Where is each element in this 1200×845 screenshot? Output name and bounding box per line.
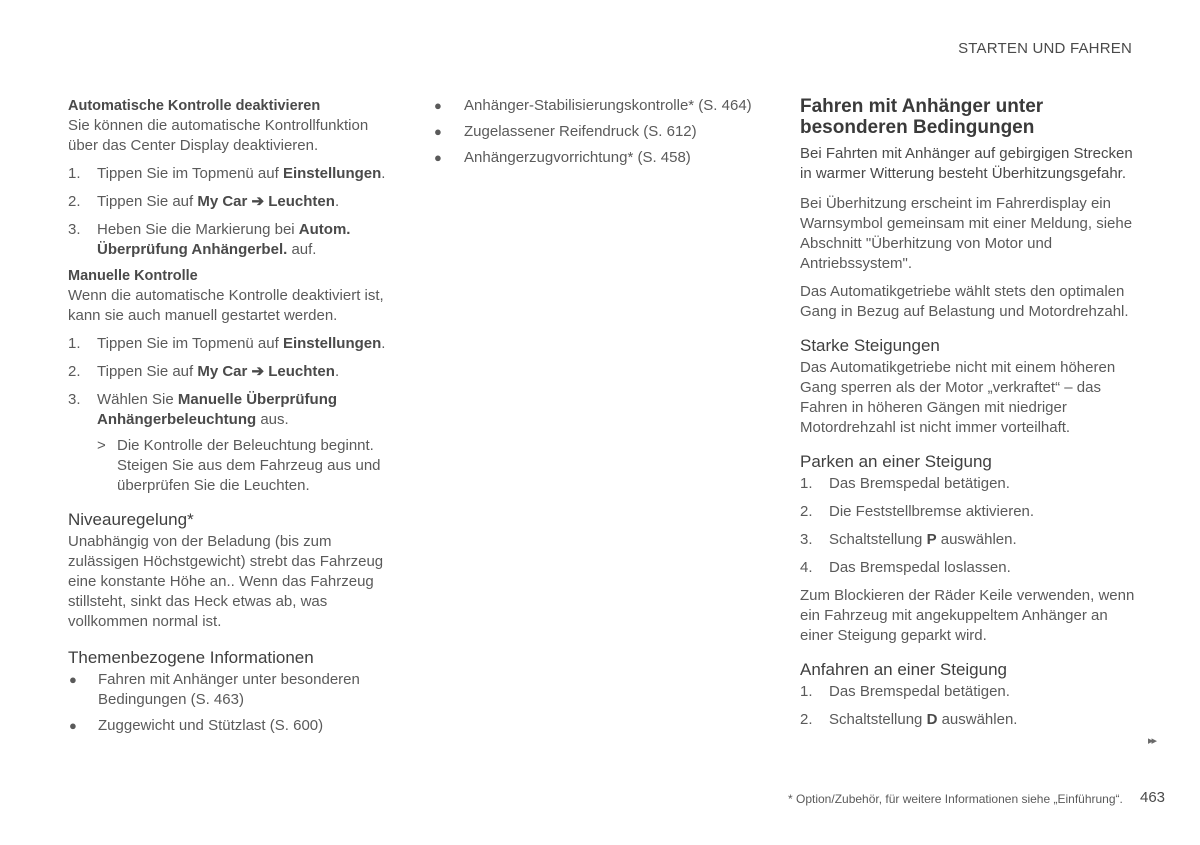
manual-control-text: Wenn die automatische Kontrolle deaktiviert ist, kann sie auch manuell gestartet werden. — [68, 287, 384, 324]
step-text-plain: Heben Sie die Markierung bei — [97, 221, 299, 238]
step-text-suffix: aus. — [256, 411, 289, 428]
step-item — [800, 558, 1140, 578]
auto-control-text: Sie können die automatische Kontrollfunktion über das Center Display deaktivieren. — [68, 117, 369, 154]
step-number: 2. — [68, 363, 81, 380]
step-number: 1. — [68, 335, 81, 352]
step-text-emphasis: P — [926, 531, 937, 548]
step-text — [97, 362, 398, 382]
step-number: 1. — [800, 683, 813, 700]
step-text-suffix: auswählen. — [937, 711, 1018, 728]
step-text-plain: Tippen Sie im Topmenü auf — [97, 165, 283, 182]
parking-heading: Parken an einer Steigung — [800, 452, 992, 471]
manual-control-heading: Manuelle Kontrolle — [68, 268, 198, 284]
column-left — [68, 96, 398, 742]
section-title: Fahren mit Anhänger unter besonderen Bedingungen — [800, 96, 1044, 138]
steep-heading: Starke Steigungen — [800, 336, 940, 355]
step-result — [97, 436, 398, 496]
step-item — [68, 362, 398, 382]
step-text-emphasis: Einstellungen — [282, 335, 382, 352]
step-text-emphasis: Einstellungen — [282, 165, 382, 182]
step-text-emphasis: My Car ➔ Leuchten — [197, 363, 335, 380]
step-text — [829, 710, 1140, 730]
step-number: 3. — [800, 531, 813, 548]
column-right — [800, 96, 1140, 738]
result-arrow-icon: > — [97, 437, 106, 454]
step-item — [800, 530, 1140, 550]
bullet-icon: ● — [434, 150, 442, 165]
overheat-text: Bei Überhitzung erscheint im Fahrerdisplay ein Warnsymbol gemeinsam mit einer Meldung, siehe Abschnitt "Überhitzung von Motor und Antriebssystem". — [800, 195, 1133, 272]
step-text — [829, 474, 1140, 494]
column-middle — [433, 96, 773, 174]
step-text-suffix: . — [334, 193, 340, 210]
step-number: 1. — [800, 475, 813, 492]
starting-heading: Anfahren an einer Steigung — [800, 660, 1007, 679]
step-text — [97, 390, 398, 430]
step-text-plain: Wählen Sie — [97, 391, 178, 408]
section-intro: Bei Fahrten mit Anhänger auf gebirgigen Strecken in warmer Witterung besteht Überhitzungsgefahr. — [800, 145, 1133, 182]
step-text — [829, 502, 1140, 522]
step-text — [829, 530, 1140, 550]
step-number: 3. — [68, 391, 81, 408]
gearbox-text: Das Automatikgetriebe wählt stets den optimalen Gang in Bezug auf Belastung und Motordrehzahl. — [800, 283, 1129, 320]
related-link[interactable]: ● Anhänger-Stabilisierungskontrolle* (S. 464) — [434, 97, 752, 114]
step-number: 2. — [800, 503, 813, 520]
step-text-suffix: . — [334, 363, 340, 380]
step-item — [800, 474, 1140, 494]
page-number: 463 — [1140, 789, 1166, 806]
step-text — [829, 558, 1140, 578]
step-item — [68, 390, 398, 430]
manual-steps — [68, 334, 398, 430]
step-text-emphasis: Autom. Überprüfung Anhängerbel. — [97, 221, 351, 258]
step-item — [68, 334, 398, 354]
step-text-plain: Schaltstellung — [829, 531, 927, 548]
parking-steps — [800, 474, 1140, 578]
step-number: 3. — [68, 221, 81, 238]
niveau-heading: Niveauregelung* — [68, 510, 194, 529]
step-text-plain: Die Feststellbremse aktivieren. — [829, 503, 1035, 520]
step-text — [97, 334, 398, 354]
step-text-suffix: . — [381, 335, 386, 352]
bullet-icon: ● — [69, 672, 77, 687]
step-text-plain: Das Bremspedal betätigen. — [829, 683, 1010, 700]
step-number: 1. — [68, 165, 81, 182]
step-item — [68, 220, 398, 260]
step-item — [68, 164, 398, 184]
bullet-icon: ● — [434, 98, 442, 113]
step-text-plain: Tippen Sie auf — [97, 193, 198, 210]
related-link[interactable]: ● Zuggewicht und Stützlast (S. 600) — [69, 717, 324, 734]
step-item — [68, 192, 398, 212]
niveau-text: Unabhängig von der Beladung (bis zum zulässigen Höchstgewicht) strebt das Fahrzeug eine konstante Höhe an.. Wenn das Fahrzeug stillsteht, sinkt das Heck etwas ab, was vollkommen normal ist. — [68, 533, 384, 630]
step-number: 2. — [68, 193, 81, 210]
steep-text: Das Automatikgetriebe nicht mit einem höheren Gang sperren als der Motor „verkraftet“ – das Fahren in höheren Gängen mit niedriger Motordrehzahl ist nicht immer vorteilhaft. — [800, 359, 1116, 436]
auto-control-heading: Automatische Kontrolle deaktivieren — [68, 98, 321, 114]
step-text-plain: Das Bremspedal betätigen. — [829, 475, 1010, 492]
continue-arrows-icon: ▸▸ — [1148, 735, 1156, 747]
step-text-plain: Schaltstellung — [829, 711, 927, 728]
step-text-suffix: auswählen. — [936, 531, 1017, 548]
related-info-heading: Themenbezogene Informationen — [68, 648, 314, 667]
running-header: STARTEN UND FAHREN — [958, 40, 1132, 57]
step-number: 2. — [800, 711, 813, 728]
step-text-emphasis: My Car ➔ Leuchten — [197, 193, 335, 210]
footnote: * Option/Zubehör, für weitere Informationen siehe „Einführung“. — [788, 792, 1123, 806]
parking-text: Zum Blockieren der Räder Keile verwenden, wenn ein Fahrzeug mit angekuppeltem Anhänger an einer Steigung geparkt wird. — [800, 587, 1135, 644]
auto-steps — [68, 164, 398, 260]
starting-steps — [800, 682, 1140, 730]
step-text — [97, 220, 398, 260]
step-text-plain: Tippen Sie auf — [97, 363, 198, 380]
step-text-suffix: auf. — [287, 241, 317, 258]
step-text-emphasis: Manuelle Überprüfung Anhängerbeleuchtung — [97, 391, 338, 428]
bullet-icon: ● — [69, 718, 77, 733]
related-link[interactable]: ● Zugelassener Reifendruck (S. 612) — [434, 123, 697, 140]
step-item — [800, 710, 1140, 730]
bullet-icon: ● — [434, 124, 442, 139]
step-result-text: Die Kontrolle der Beleuchtung beginnt. Steigen Sie aus dem Fahrzeug aus und überprüfen Sie die Leuchten. — [117, 437, 381, 494]
step-item — [800, 682, 1140, 702]
step-text-suffix: . — [381, 165, 386, 182]
step-item — [800, 502, 1140, 522]
step-text — [97, 164, 398, 184]
related-link[interactable]: ● Fahren mit Anhänger unter besonderen Bedingungen (S. 463) — [69, 671, 360, 708]
step-number: 4. — [800, 559, 813, 576]
step-text-plain: Das Bremspedal loslassen. — [829, 559, 1011, 576]
related-link[interactable]: ● Anhängerzugvorrichtung* (S. 458) — [434, 149, 691, 166]
step-text-plain: Tippen Sie im Topmenü auf — [97, 335, 283, 352]
step-text-emphasis: D — [926, 711, 938, 728]
step-text — [829, 682, 1140, 702]
step-text — [97, 192, 398, 212]
